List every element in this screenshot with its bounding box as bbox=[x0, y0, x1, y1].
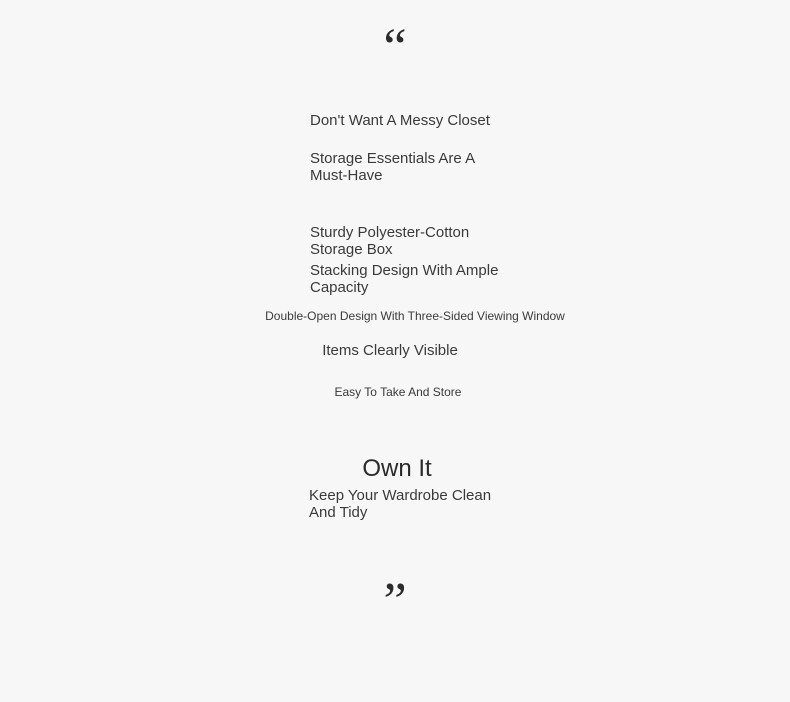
text-keep-wardrobe-clean: Keep Your Wardrobe Clean And Tidy bbox=[309, 487, 492, 521]
text-items-clearly-visible: Items Clearly Visible bbox=[322, 342, 458, 359]
close-quote-mark: ” bbox=[383, 573, 407, 630]
text-stacking-design: Stacking Design With Ample Capacity bbox=[310, 262, 499, 296]
text-sturdy-storage-box: Sturdy Polyester-Cotton Storage Box bbox=[310, 224, 470, 258]
text-easy-to-take: Easy To Take And Store bbox=[334, 385, 462, 399]
text-storage-essentials: Storage Essentials Are A Must-Have bbox=[310, 150, 475, 184]
open-quote-mark: “ bbox=[383, 19, 407, 76]
text-double-open-design: Double-Open Design With Three-Sided Viewing Window bbox=[265, 309, 565, 323]
text-messy-closet: Don't Want A Messy Closet bbox=[310, 112, 490, 129]
heading-own-it: Own It bbox=[362, 455, 432, 482]
